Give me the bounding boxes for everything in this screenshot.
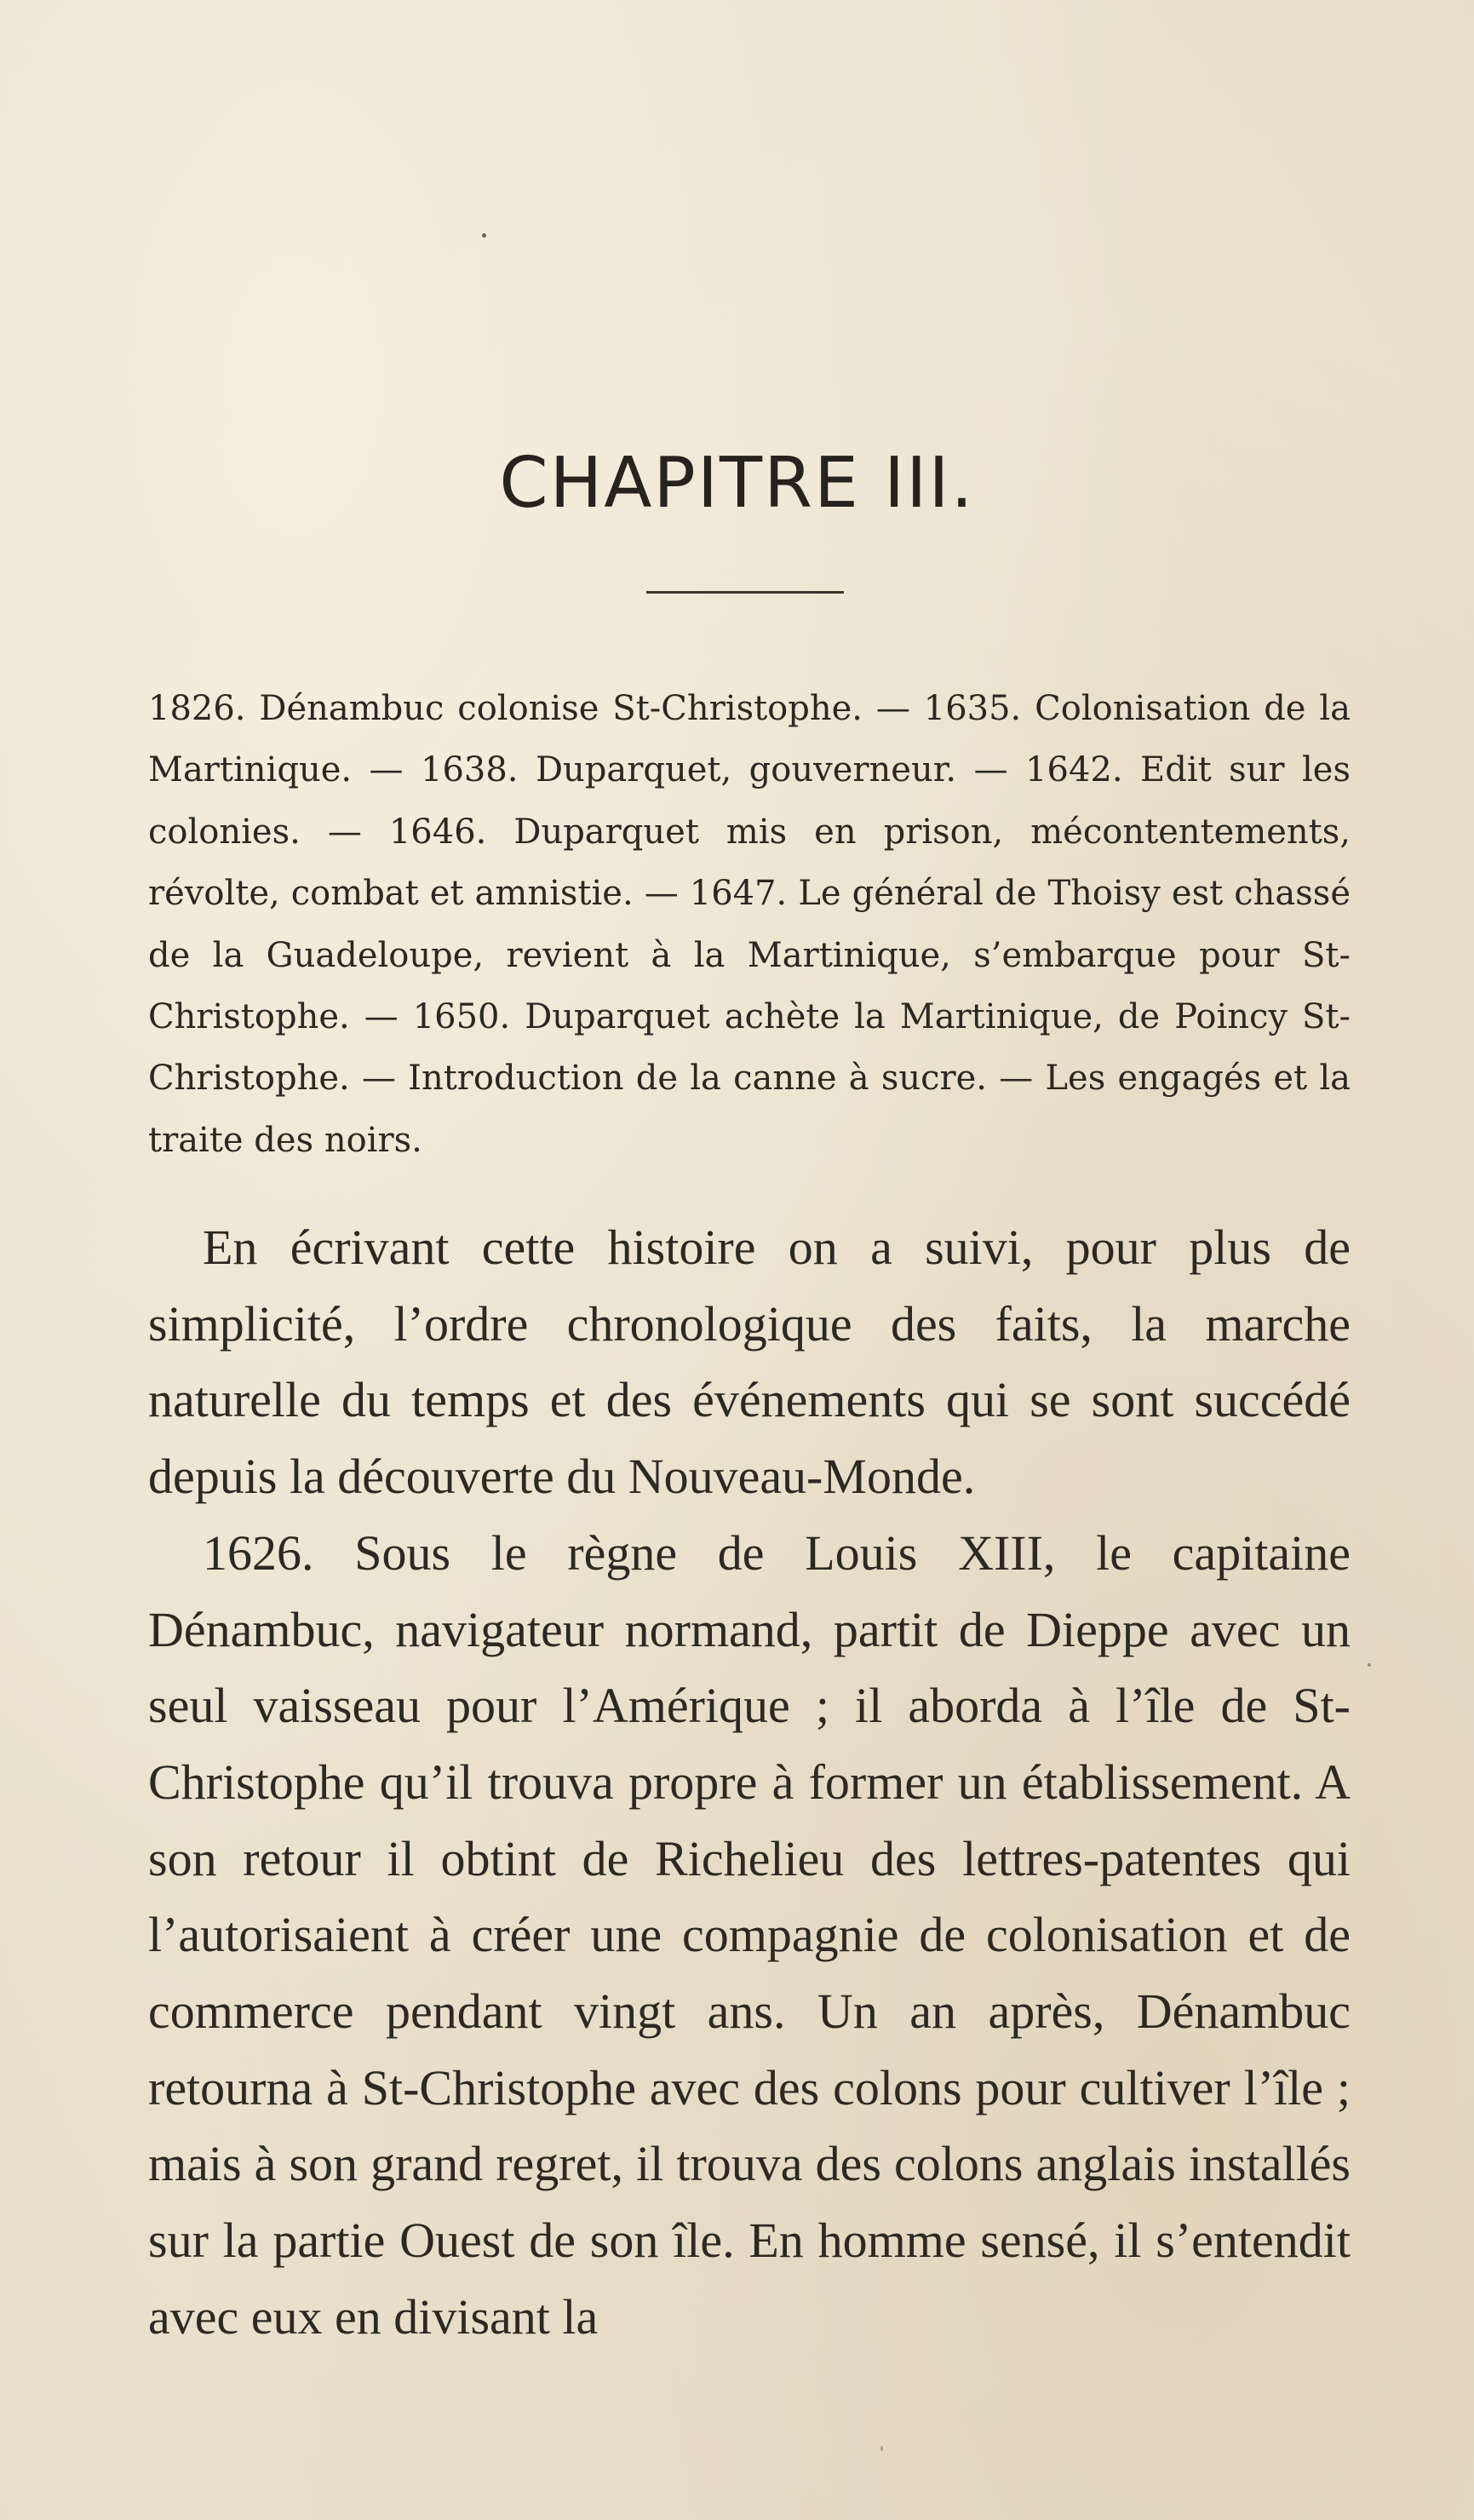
body-text [148,1209,1351,2356]
paper-speck [1368,1663,1371,1667]
paragraph-intro: En écrivant cette histoire on a suivi, pour plus de simplicité, l’ordre chronologique des faits, la marche naturelle du temps et des événements qui se sont succédé depuis la découverte du Nouveau-Monde. [148,1220,1351,1505]
chapter-title: CHAPITRE III. [499,443,975,524]
chapter-summary: 1826. Dénambuc colonise St-Christophe. — 1635. Colonisation de la Martinique. — 1638. Duparquet, gouverneur. — 1642. Edit sur les colonies. — 1646. Duparquet mis en prison, mécontentements, révolte, combat et amnistie. — 1647. Le général de Thoisy est chassé de la Guadeloupe, revient à la Martinique, s’embarque pour St-Christophe. — 1650. Duparquet achète la Martinique, de Poincy St-Christophe. — Introduction de la canne à sucre. — Les engagés et la traite des noirs. [148,689,1351,1160]
paper-speck [482,233,486,238]
paper-speck [880,2446,883,2451]
title-divider [646,591,844,594]
paragraph-1626: 1626. Sous le règne de Louis XIII, le capitaine Dénambuc, navigateur normand, partit de Dieppe avec un seul vaisseau pour l’Amérique ; il aborda à l’île de St-Christophe qu’il trouva propre à former un établissement. A son retour il obtint de Richelieu des lettres-patentes qui l’autorisaient à créer une compagnie de colonisation et de commerce pendant vingt ans. Un an après, Dénambuc retourna à St-Christophe avec des colons pour cultiver l’île ; mais à son grand regret, il trouva des colons anglais installés sur la partie Ouest de son île. En homme sensé, il s’entendit avec eux en divisant la [148,1524,1351,2345]
